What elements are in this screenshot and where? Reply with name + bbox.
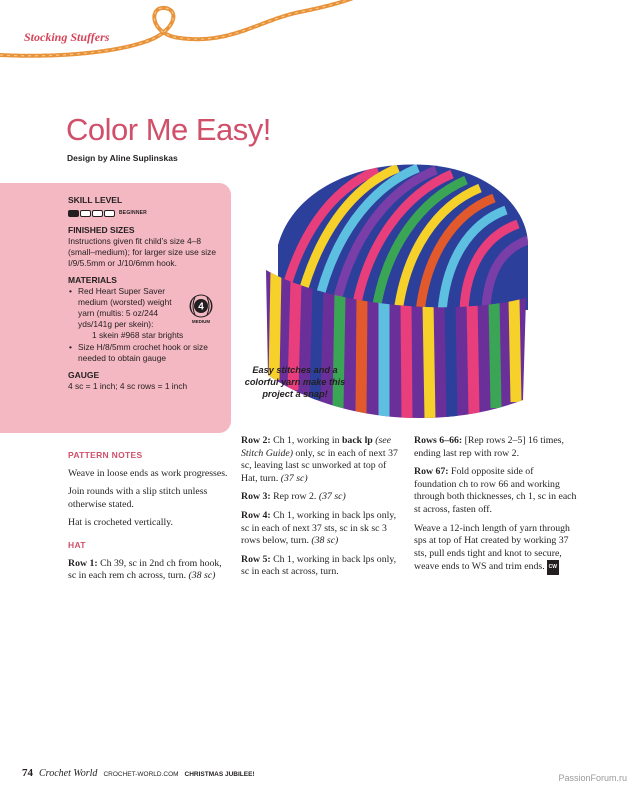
photo-caption: Easy stitches and a colorful yarn make this project a snap!	[244, 365, 346, 399]
note-item: Weave in loose ends as work progresses.	[68, 467, 228, 479]
rows-6-66: Rows 6–66: [Rep rows 2–5] 16 times, ending last rep with row 2.	[414, 435, 564, 459]
yarn-weight-label: MEDIUM	[191, 319, 211, 324]
yarn-weight-number: 4	[198, 301, 204, 313]
page-footer	[22, 767, 255, 779]
weave-instructions: Weave a 12-inch length of yarn through sps at top of Hat created by working 37 sts, pull ends tight and knot to secure, weave ends to WS and trim ends. CW	[414, 523, 578, 575]
end-mark: CW	[547, 560, 558, 575]
page-title: Color Me Easy!	[66, 112, 271, 147]
hat-heading: HAT	[68, 539, 86, 550]
note-item: Join rounds with a slip stitch unless otherwise stated.	[68, 486, 208, 510]
skill-segment	[104, 210, 115, 217]
row-5: Row 5: Ch 1, working in back lps only, sc in each st across, turn.	[241, 553, 397, 578]
section-label: Stocking Stuffers	[24, 30, 110, 44]
list-item: • Size H/8/5mm crochet hook or size needed to obtain gauge	[78, 342, 220, 364]
column-1	[68, 449, 228, 589]
page-number: 74	[22, 767, 33, 779]
byline: Design by Aline Suplinskas	[67, 153, 178, 163]
skill-label: BEGINNER	[119, 210, 147, 216]
skill-level-meter	[68, 208, 220, 219]
gauge-text: 4 sc = 1 inch; 4 sc rows = 1 inch	[68, 381, 188, 391]
skein-line: 1 skein #968 star brights	[92, 330, 184, 340]
gauge-heading: GAUGE	[68, 370, 100, 380]
pattern-notes-heading: PATTERN NOTES	[68, 450, 143, 460]
watermark: PassionForum.ru	[558, 773, 627, 783]
skill-segment	[80, 210, 91, 217]
row-67: Row 67: Fold opposite side of foundation ch to row 66 and working through both thicknesses, ch 1, sc in each st across, fasten off.	[414, 466, 577, 515]
sizes-heading: FINISHED SIZES	[68, 225, 135, 235]
materials-heading: MATERIALS	[68, 275, 117, 285]
note-item: Hat is crocheted vertically.	[68, 517, 173, 529]
skill-segment	[92, 210, 103, 217]
sizes-text: Instructions given fit child’s size 4–8 (small–medium); for larger size use size I/9/5.5mm or J/10/6mm hook.	[68, 236, 217, 268]
website: CROCHET-WORLD.COM	[103, 771, 179, 778]
column-2	[241, 435, 401, 585]
row-1: Row 1: Ch 39, sc in 2nd ch from hook, sc in each rem ch across, turn. (38 sc)	[68, 557, 222, 582]
skill-segment	[68, 210, 79, 217]
column-3	[414, 435, 578, 581]
row-2: Row 2: Ch 1, working in back lp (see Stitch Guide) only, sc in each of next 37 sc, leaving last sc unworked at top of Hat, turn. (37 sc)	[241, 435, 398, 484]
magazine-name: Crochet World	[39, 768, 98, 779]
row-3: Row 3: Rep row 2. (37 sc)	[241, 491, 346, 503]
issue-name: CHRISTMAS JUBILEE!	[184, 771, 255, 778]
skill-heading: SKILL LEVEL	[68, 195, 123, 205]
row-4: Row 4: Ch 1, working in back lps only, sc in each of next 37 sts, sc in sk sc 3 rows below, turn. (38 sc)	[241, 509, 397, 547]
list-item: • Red Heart Super Saver medium (worsted) weight yarn (multis: 5 oz/244 yds/141g per skein): 1 skein #968 star brights	[78, 286, 220, 341]
